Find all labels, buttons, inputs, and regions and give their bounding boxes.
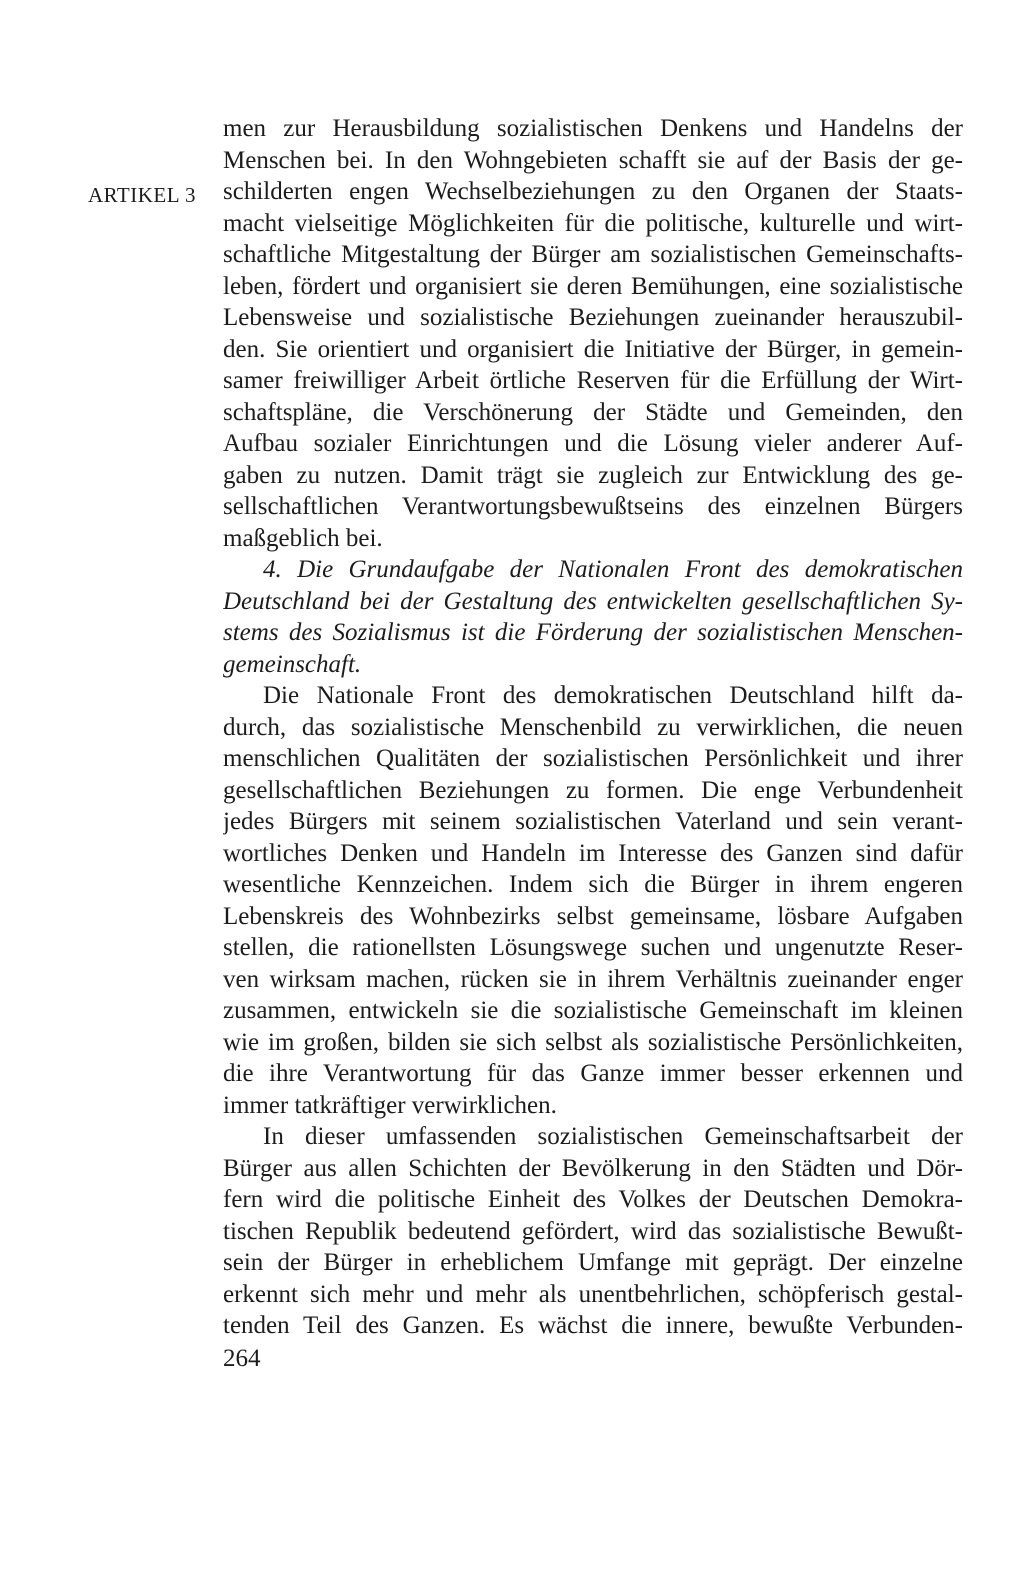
text-line: leben, fördert und organisiert sie deren Bemühungen, eine sozialistische: [223, 272, 963, 300]
text-line: schilderten engen Wechselbeziehungen zu den Organen der Staats-: [223, 178, 963, 205]
text-line: tischen Republik bedeutend gefördert, wird das sozialistische Bewußt-: [223, 1217, 963, 1245]
text-line: stems des Sozialismus ist die Förderung der sozialistischen Menschen-: [223, 619, 963, 646]
body-text: [223, 113, 963, 1342]
text-line: tenden Teil des Ganzen. Es wächst die innere, bewußte Verbunden-: [223, 1312, 963, 1339]
text-line: schaftliche Mitgestaltung der Bürger am sozialistischen Gemeinschafts-: [223, 241, 963, 268]
text-line: Bürger aus allen Schichten der Bevölkerung in den Städten und Dör-: [223, 1154, 963, 1182]
text-line: men zur Herausbildung sozialistischen Denkens und Handelns der: [223, 115, 963, 142]
text-line: maßgeblich bei.: [223, 524, 383, 552]
text-line: immer tatkräftiger verwirklichen.: [223, 1091, 557, 1119]
text-line: wortliches Denken und Handeln im Interesse des Ganzen sind dafür: [223, 839, 963, 867]
text-line: In dieser umfassenden sozialistischen Gemeinschaftsarbeit der: [263, 1123, 963, 1150]
text-line: Lebensweise und sozialistische Beziehungen zueinander herauszubil-: [223, 304, 963, 331]
page-number: 264: [223, 1345, 261, 1372]
text-line: die ihre Verantwortung für das Ganze immer besser erkennen und: [223, 1060, 963, 1087]
text-line: Lebenskreis des Wohnbezirks selbst gemeinsame, lösbare Aufgaben: [223, 902, 963, 930]
text-line: Menschen bei. In den Wohngebieten schafft sie auf der Basis der ge-: [223, 146, 963, 174]
text-line: 4. Die Grundaufgabe der Nationalen Front des demokratischen: [263, 556, 963, 583]
text-line: erkennt sich mehr und mehr als unentbehrlichen, schöpferisch gestal-: [223, 1280, 963, 1308]
text-line: jedes Bürgers mit seinem sozialistischen Vaterland und sein verant-: [223, 808, 963, 835]
text-line: macht vielseitige Möglichkeiten für die politische, kulturelle und wirt-: [223, 209, 963, 237]
text-line: fern wird die politische Einheit des Volkes der Deutschen Demokra-: [223, 1186, 963, 1213]
text-line: den. Sie orientiert und organisiert die Initiative der Bürger, in gemein-: [223, 335, 963, 363]
text-line: schaftspläne, die Verschönerung der Städte und Gemeinden, den: [223, 398, 963, 426]
text-line: wie im großen, bilden sie sich selbst als sozialistische Persönlichkeiten,: [223, 1028, 963, 1056]
margin-note-article: ARTIKEL 3: [88, 183, 197, 207]
text-line: durch, das sozialistische Menschenbild zu verwirklichen, die neuen: [223, 713, 963, 741]
text-line: Die Nationale Front des demokratischen Deutschland hilft da-: [263, 682, 963, 709]
text-line: Aufbau sozialer Einrichtungen und die Lösung vieler anderer Auf-: [223, 430, 963, 457]
text-line: sellschaftlichen Verantwortungsbewußtseins des einzelnen Bürgers: [223, 493, 963, 520]
text-line: gesellschaftlichen Beziehungen zu formen. Die enge Verbundenheit: [223, 776, 963, 804]
text-line: gaben zu nutzen. Damit trägt sie zugleich zur Entwicklung des ge-: [223, 461, 963, 489]
text-line: sein der Bürger in erheblichem Umfange mit geprägt. Der einzelne: [223, 1249, 963, 1276]
text-line: zusammen, entwickeln sie die sozialistische Gemeinschaft im kleinen: [223, 997, 963, 1024]
text-line: Deutschland bei der Gestaltung des entwickelten gesellschaftlichen Sy-: [223, 587, 963, 615]
text-line: ven wirksam machen, rücken sie in ihrem Verhältnis zueinander enger: [223, 965, 963, 993]
text-line: samer freiwilliger Arbeit örtliche Reserven für die Erfüllung der Wirt-: [223, 367, 963, 394]
text-line: wesentliche Kennzeichen. Indem sich die Bürger in ihrem engeren: [223, 871, 963, 898]
text-line: stellen, die rationellsten Lösungswege suchen und ungenutzte Reser-: [223, 934, 963, 961]
text-line: gemeinschaft.: [223, 650, 362, 678]
text-line: menschlichen Qualitäten der sozialistischen Persönlichkeit und ihrer: [223, 745, 963, 772]
